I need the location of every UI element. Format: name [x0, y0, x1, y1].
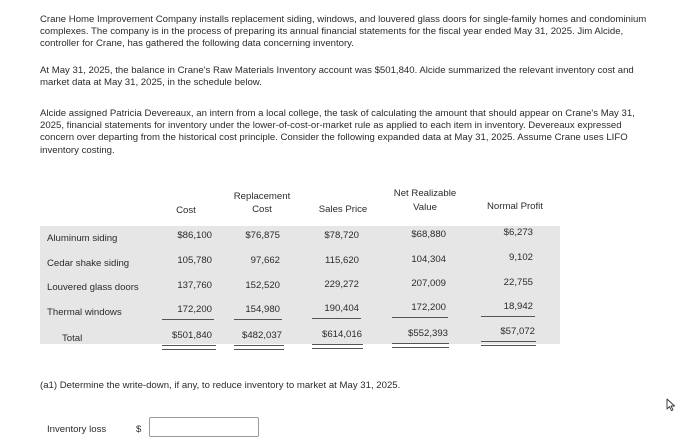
subtotal-rule [162, 319, 214, 320]
row-item-label: Cedar shake siding [47, 258, 130, 269]
header-nrv-line2: Value [413, 202, 437, 213]
total-double-rule [312, 344, 363, 349]
cell-sales: $78,720 [324, 230, 359, 241]
cell-cost: 105,780 [177, 255, 212, 266]
question-a1: (a1) Determine the write-down, if any, to reduce inventory to market at May 31, 2025. [40, 380, 401, 391]
subtotal-rule [312, 318, 361, 319]
cell-profit: 9,102 [508, 252, 533, 263]
total-double-rule [234, 345, 284, 350]
subtotal-rule [234, 319, 282, 320]
mouse-cursor-icon [666, 398, 678, 412]
header-cost: Cost [176, 205, 196, 216]
cell-sales: 190,404 [324, 303, 359, 314]
total-double-rule [481, 341, 536, 346]
header-replacement-line2: Cost [252, 204, 272, 215]
header-normal-profit: Normal Profit [487, 201, 543, 212]
cell-profit: 22,755 [503, 277, 533, 288]
total-cost: $501,840 [171, 330, 212, 341]
inventory-loss-label: Inventory loss [47, 424, 107, 435]
cell-replacement: 152,520 [245, 280, 280, 291]
cell-cost: $86,100 [177, 230, 212, 241]
header-nrv-line1: Net Realizable [393, 188, 457, 199]
inventory-loss-input[interactable] [149, 417, 259, 437]
row-item-label: Aluminum siding [47, 233, 118, 244]
cell-replacement: 97,662 [250, 255, 280, 266]
inventory-data-table [40, 184, 560, 344]
assignment-paragraph: Alcide assigned Patricia Devereaux, an intern from a local college, the task of calculating the amount that should appear on Crane's May 31, 2025, financial statements for inventory under the lower-of-cost-or-market rule as applied to each item in inventory. Devereaux expressed concern over departing from the historical cost principle. Consider the following expanded data at May 31, 2025. Assume Crane uses LIFO inventory costing. [40, 108, 635, 156]
total-replacement: $482,037 [241, 330, 282, 341]
cell-nrv: $68,880 [411, 229, 446, 240]
header-replacement-line1: Replacement [233, 191, 291, 202]
cell-sales: 229,272 [324, 279, 359, 290]
cell-nrv: 172,200 [411, 302, 446, 313]
total-double-rule [392, 343, 449, 348]
subtotal-rule [481, 316, 535, 317]
cell-replacement: $76,875 [245, 230, 280, 241]
intro-paragraph: Crane Home Improvement Company installs replacement siding, windows, and louvered glass doors for single-family homes and condominium complexes. The company is in the process of preparing its annual financial statements for the fiscal year ended May 31, 2025. Jim Alcide, controller for Crane, has gathered the following data concerning inventory. [40, 14, 647, 50]
cell-cost: 137,760 [177, 280, 212, 291]
currency-symbol: $ [136, 424, 142, 435]
cell-sales: 115,620 [325, 255, 359, 266]
cell-nrv: 104,304 [411, 254, 446, 265]
total-profit: $57,072 [500, 326, 535, 337]
total-nrv: $552,393 [407, 328, 448, 339]
row-item-label: Thermal windows [47, 307, 122, 318]
inventory-balance-paragraph: At May 31, 2025, the balance in Crane's Raw Materials Inventory account was $501,840. Alcide summarized the relevant inventory cost and market data at May 31, 2025, in the schedule below. [40, 65, 634, 89]
cell-replacement: 154,980 [245, 304, 280, 315]
subtotal-rule [392, 317, 448, 318]
total-double-rule [162, 345, 216, 350]
cell-profit: $6,273 [503, 227, 533, 238]
cell-nrv: 207,009 [411, 278, 446, 289]
total-sales: $614,016 [321, 329, 362, 340]
header-sales-price: Sales Price [318, 204, 368, 215]
total-row-label: Total [62, 333, 83, 344]
cell-cost: 172,200 [177, 304, 212, 315]
cell-profit: 18,942 [503, 301, 533, 312]
row-item-label: Louvered glass doors [47, 282, 139, 293]
